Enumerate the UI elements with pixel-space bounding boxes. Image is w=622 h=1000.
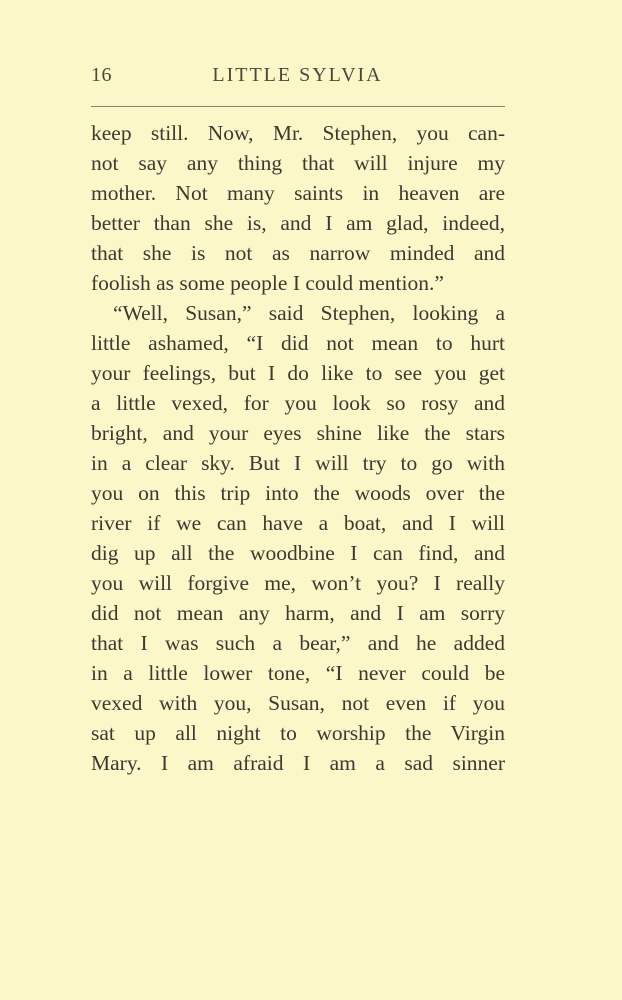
text-line: in a clear sky. But I will try to go with	[91, 451, 505, 475]
text-line: in a little lower tone, “I never could be	[91, 661, 505, 685]
text-line: better than she is, and I am glad, indeed,	[91, 211, 505, 235]
text-line: bright, and your eyes shine like the stars	[91, 421, 505, 445]
text-line: a little vexed, for you look so rosy and	[91, 391, 505, 415]
text-line: your feelings, but I do like to see you get	[91, 361, 505, 385]
text-line: little ashamed, “I did not mean to hurt	[91, 331, 505, 355]
text-line: “Well, Susan,” said Stephen, looking a	[113, 301, 505, 325]
text-line: foolish as some people I could mention.”	[91, 271, 444, 295]
body-text	[91, 118, 505, 778]
text-line: not say any thing that will injure my	[91, 151, 505, 175]
text-line: dig up all the woodbine I can find, and	[91, 541, 505, 565]
text-line: mother. Not many saints in heaven are	[91, 181, 505, 205]
text-line: sat up all night to worship the Virgin	[91, 721, 505, 745]
header-rule	[91, 106, 505, 107]
text-line: you will forgive me, won’t you? I really	[91, 571, 505, 595]
text-line: keep still. Now, Mr. Stephen, you can-	[91, 121, 505, 145]
running-title: LITTLE SYLVIA	[212, 64, 383, 86]
text-line: you on this trip into the woods over the	[91, 481, 505, 505]
text-line: that I was such a bear,” and he added	[91, 631, 505, 655]
page-number: 16	[91, 64, 112, 86]
text-line: vexed with you, Susan, not even if you	[91, 691, 505, 715]
text-line: did not mean any harm, and I am sorry	[91, 601, 505, 625]
text-line: that she is not as narrow minded and	[91, 241, 505, 265]
text-line: Mary. I am afraid I am a sad sinner	[91, 751, 505, 775]
page-header	[91, 64, 504, 92]
text-line: river if we can have a boat, and I will	[91, 511, 505, 535]
